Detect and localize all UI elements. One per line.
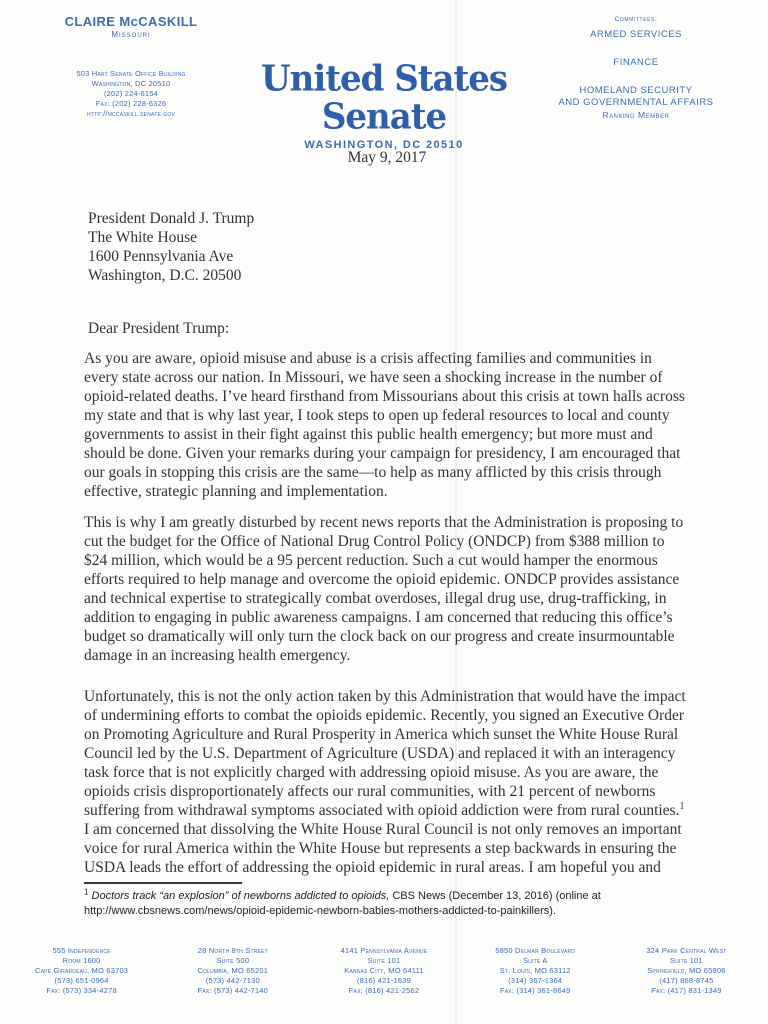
office-line: 5850 Delmar Boulevard bbox=[495, 946, 576, 955]
letter-date: May 9, 2017 bbox=[347, 149, 427, 166]
footnote-marker: 1 bbox=[84, 887, 89, 897]
sender-state: Missouri bbox=[111, 30, 151, 39]
footnote-divider bbox=[84, 882, 242, 884]
office-line: 324 Park Central West bbox=[646, 946, 727, 955]
sender-address-line: Washington, DC 20510 bbox=[91, 79, 171, 88]
office-line: Fax: (314) 361-8649 bbox=[499, 986, 571, 995]
sender-address-line: Fax: (202) 228-6326 bbox=[95, 99, 167, 108]
sender-name: CLAIRE McCASKILL bbox=[64, 14, 198, 29]
office-line: 555 Independence bbox=[52, 946, 111, 955]
office-line: (816) 421-1639 bbox=[356, 976, 412, 985]
recipient-address-block bbox=[88, 209, 690, 285]
committee-homeland-security-line2: AND GOVERNMENTAL AFFAIRS bbox=[558, 97, 714, 108]
recipient-line: President Donald J. Trump bbox=[88, 210, 255, 227]
committees-heading: Committees: bbox=[614, 16, 658, 23]
footer-offices bbox=[6, 946, 762, 996]
footnote-text bbox=[84, 889, 690, 918]
senate-seal-title: United States Senate bbox=[260, 58, 507, 138]
office-line: (573) 442-7130 bbox=[205, 976, 260, 985]
office-line: St. Louis, MO 63112 bbox=[499, 966, 571, 975]
paragraph-1: As you are aware, opioid misuse and abuse is a crisis affecting families and communities in every state across our nation. In Missouri, we have seen a shocking increase in the number of opioid-related deaths. I’ve heard firsthand from Missourians about this crisis at town halls across my state and that is why last year, I took steps to open up federal resources to local and county governments to assist in their fight against this public health emergency; but more must and should be done. Given your remarks during your campaign for presidency, I am encouraged that our goals in stopping this crisis are the same—to help as many afflicted by this crisis through effective, strategic planning and implementation. bbox=[84, 350, 685, 500]
office-line: (417) 868-8745 bbox=[659, 976, 714, 985]
office-line: (573) 651-0964 bbox=[54, 976, 109, 985]
office-kansas-city bbox=[308, 946, 459, 996]
footnote-citation-title: Doctors track “an explosion” of newborns addicted to opioids, bbox=[91, 890, 390, 902]
sender-address-line: (202) 224-6154 bbox=[103, 89, 159, 98]
office-cape-girardeau bbox=[6, 946, 157, 996]
letterhead-committees-block bbox=[526, 16, 746, 120]
committee-homeland-security-line1: HOMELAND SECURITY bbox=[579, 85, 693, 96]
committee-finance: FINANCE bbox=[613, 57, 659, 68]
office-line: 28 North 8th Street bbox=[197, 946, 268, 955]
office-line: Columbia, MO 65201 bbox=[197, 966, 269, 975]
sender-address-line: 503 Hart Senate Office Building bbox=[76, 69, 186, 78]
letter-body bbox=[84, 148, 690, 877]
sender-website: http://mccaskill.senate.gov bbox=[87, 109, 175, 118]
recipient-line: Washington, D.C. 20500 bbox=[88, 267, 242, 284]
office-line: Fax: (816) 421-2562 bbox=[348, 986, 420, 995]
footnote-reference-marker: 1 bbox=[679, 800, 685, 812]
office-line: 4141 Pennsylvania Avenue bbox=[340, 946, 428, 955]
office-line: Fax: (573) 442-7140 bbox=[197, 986, 269, 995]
recipient-line: 1600 Pennsylvania Ave bbox=[88, 248, 234, 265]
committee-role: Ranking Member bbox=[602, 110, 670, 120]
office-line: (314) 367-1364 bbox=[508, 976, 563, 985]
paragraph-3-text: Unfortunately, this is not the only action taken by this Administration that would have the impact of undermining efforts to combat the opioids epidemic. Recently, you signed an Executive Order on Promoting Agriculture and Rural Prosperity in America which sunset the White House Rural Council led by the U.S. Department of Agriculture (USDA) and replaced it with an interagency task force that is not explicitly charged with addressing opioid misuse. As you are aware, the opioids crisis disproportionately affects our rural communities, with 21 percent of newborns suffering from withdrawal symptoms associated with opioid addiction were from rural counties. bbox=[84, 688, 686, 819]
office-line: Fax: (417) 831-1349 bbox=[651, 986, 722, 995]
paragraph-3-text-continued: I am concerned that dissolving the White House Rural Council is not only removes an important voice for rural America within the White House but represents a step backwards in ensuring the USDA leads the effort of addressing the opioid epidemic in rural areas. I am hopeful you and bbox=[84, 821, 682, 876]
office-line: Springfield, MO 65806 bbox=[647, 966, 726, 975]
office-line: Cape Girardeau, MO 63703 bbox=[35, 966, 129, 975]
committee-armed-services: ARMED SERVICES bbox=[590, 29, 682, 40]
footnote-citation-source: CBS News (December 13, 2016) (online at http://www.cbsnews.com/news/opioid-epidemic-newborn-babies-mothers-addicted-to-painkillers). bbox=[84, 890, 601, 917]
office-line: Room 1600 bbox=[62, 956, 101, 965]
office-line: Suite 500 bbox=[216, 956, 250, 965]
office-line: Suite A bbox=[522, 956, 548, 965]
salutation: Dear President Trump: bbox=[88, 320, 230, 337]
paragraph-2: This is why I am greatly disturbed by recent news reports that the Administration is proposing to cut the budget for the Office of National Drug Control Policy (ONDCP) from $388 million to $24 million, which would be a 95 percent reduction. Such a cut would hamper the enormous efforts required to help manage and overcome the opioid epidemic. ONDCP provides assistance and technical expertise to strategically combat overdoses, illegal drug use, drug-trafficking, in addition to engaging in public awareness campaigns. I am concerned that reducing this office’s budget so dramatically will only turn the clock back on our progress and create insurmountable damage in an increasing health emergency. bbox=[84, 514, 684, 664]
office-springfield bbox=[611, 946, 762, 996]
office-line: Suite 101 bbox=[367, 956, 401, 965]
recipient-line: The White House bbox=[88, 229, 198, 246]
letterhead-seal-block bbox=[200, 58, 568, 151]
footnote-block bbox=[84, 882, 690, 918]
office-line: Kansas City, MO 64111 bbox=[344, 966, 424, 975]
office-columbia bbox=[157, 946, 308, 996]
paragraph-3 bbox=[84, 687, 690, 877]
senate-seal-city: WASHINGTON, DC 20510 bbox=[304, 139, 464, 151]
office-line: Fax: (573) 334-4278 bbox=[46, 986, 117, 995]
office-st-louis bbox=[460, 946, 611, 996]
office-line: Suite 101 bbox=[670, 956, 703, 965]
